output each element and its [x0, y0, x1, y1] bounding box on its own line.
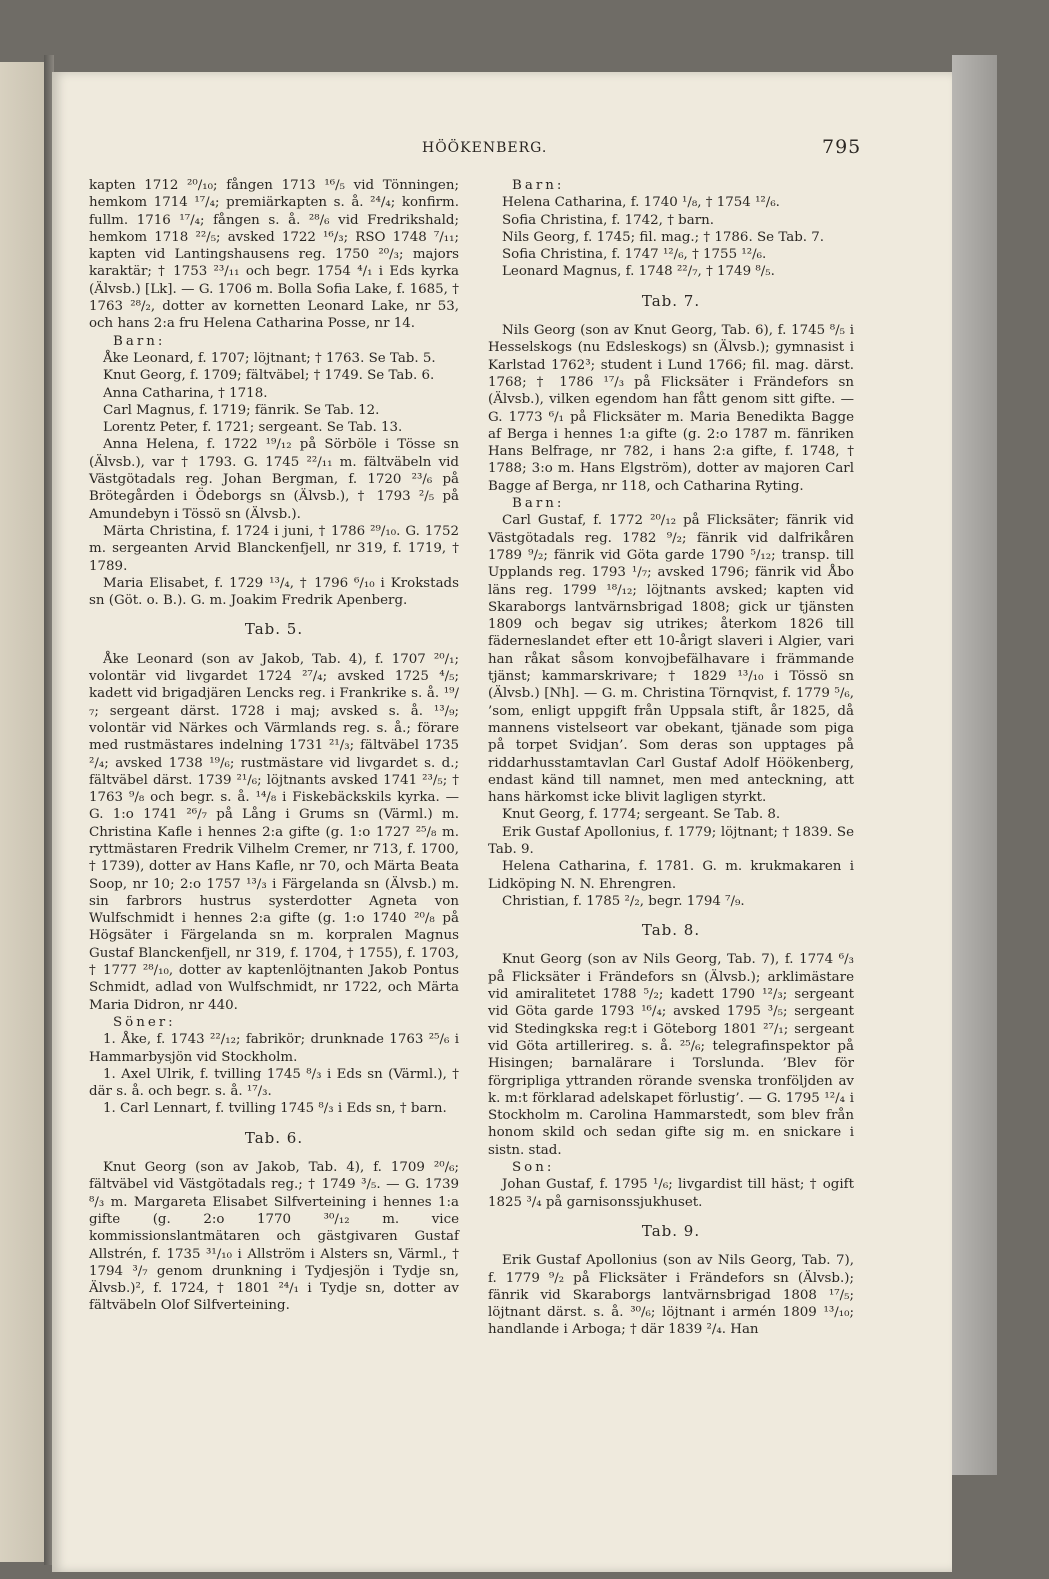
- genealogy-entry: Erik Gustaf Apollonius (son av Nils Georg, Tab. 7), f. 1779 ⁹/₂ på Flicksäter i Frändefors sn (Älvsb.); fänrik vid Skaraborgs lantvärnsbrigad 1808 ¹⁷/₅; löjtnant därst. s. å. ³⁰/₆; löjtnant i armén 1809 ¹³/₁₀; handlande i Arboga; † där 1839 ²/₄. Han: [488, 1253, 854, 1338]
- section-label: Barn:: [512, 496, 565, 512]
- genealogy-entry: Leonard Magnus, f. 1748 ²²/₇, † 1749 ⁸/₅.: [502, 264, 775, 280]
- table-heading: Tab. 5.: [244, 620, 304, 639]
- section-label: Söner:: [113, 1014, 176, 1030]
- genealogy-entry: Anna Helena, f. 1722 ¹⁹/₁₂ på Sörböle i Tösse sn (Älvsb.), var † 1793. G. 1745 ²²/₁₁ m. fältväbeln vid Västgötadals reg. Johan Bergman, f. 1720 ²³/₆ på Brötegården i Ödeborgs sn (Älvsb.), † 1793 ²/₅ på Amundebyn i Tössö sn (Älvsb.).: [89, 437, 459, 522]
- genealogy-entry: 1. Åke, f. 1743 ²²/₁₂; fabrikör; drunknade 1763 ²⁵/₆ i Hammarbysjön vid Stockholm.: [89, 1032, 459, 1065]
- genealogy-entry: Knut Georg (son av Jakob, Tab. 4), f. 1709 ²⁰/₆; fältväbel vid Västgötadals reg.; † 1749 ³/₅. — G. 1739 ⁸/₃ m. Margareta Elisabet Silfverteining i hennes 1:a gifte (g. 2:o 1770 ³⁰/₁₂ m. vice kommissionslantmätaren och gästgivaren Gustaf Allstrén, f. 1735 ³¹/₁₀ i Allström i Alsters sn, Värml., † 1794 ³/₇ genom drunkning i Tydjesjön i Tydje sn, Älvsb.)², f. 1724, † 1801 ²⁴/₁ i Tydje sn, dotter av fältväbeln Olof Silfverteining.: [89, 1160, 459, 1314]
- genealogy-entry: Helena Catharina, f. 1740 ¹/₈, † 1754 ¹²/₆.: [502, 195, 780, 211]
- right-text-column: [488, 177, 854, 1339]
- genealogy-entry: Anna Catharina, † 1718.: [103, 385, 268, 401]
- genealogy-entry: Nils Georg, f. 1745; fil. mag.; † 1786. Se Tab. 7.: [502, 229, 825, 245]
- genealogy-entry: Nils Georg (son av Knut Georg, Tab. 6), f. 1745 ⁸/₅ i Hesselskogs (nu Edsleskogs) sn (Älvsb.); gymnasist i Karlstad 1762³; student i Lund 1766; fil. mag. därst. 1768; † 1786 ¹⁷/₃ på Flicksäter i Frändefors sn (Älvsb.), vilken egendom han fått genom sitt gifte. — G. 1773 ⁶/₁ på Flicksäter m. Maria Benedikta Bagge af Berga i hennes 1:a gifte (g. 2:o 1787 m. fänriken Hans Belfrage, nr 782, i hans 2:a gifte, f. 1748, † 1788; 3:o m. Hans Elgström), dotter av majoren Carl Bagge af Berga, nr 118, och Catharina Ryting.: [488, 323, 854, 494]
- facing-page-edge: [0, 62, 46, 1562]
- running-title: HÖÖKENBERG.: [422, 140, 548, 156]
- genealogy-entry: Åke Leonard (son av Jakob, Tab. 4), f. 1707 ²⁰/₁; volontär vid livgardet 1724 ²⁷/₄; avsked 1725 ⁴/₅; kadett vid brigadjären Lencks reg. i Frankrike s. å. ¹⁹/₇; sergeant därst. 1728 i maj; avsked s. å. ¹³/₉; volontär vid Närkes och Värmlands reg. s. å.; förare med rustmästares indelning 1731 ²¹/₃; fältväbel 1735 ²/₄; avsked 1738 ¹⁹/₆; rustmästare vid livgardet s. d.; fältväbel därst. 1739 ²¹/₆; löjtnants avsked 1741 ²³/₅; † 1763 ⁹/₈ och begr. s. å. ¹⁴/₈ i Fiskebäckskils kyrka. — G. 1:o 1741 ²⁶/₇ på Lång i Grums sn (Värml.) m. Christina Kafle i hennes 2:a gifte (g. 1:o 1727 ²⁵/₈ m. ryttmästaren Fredrik Vilhelm Cremer, nr 713, f. 1700, † 1739), dotter av Hans Kafle, nr 70, och Märta Beata Soop, nr 10; 2:o 1757 ¹³/₃ i Färgelanda sn (Älvsb.) m. sin farbrors hustrus systerdotter Agneta von Wulfschmidt i hennes 2:a gifte (g. 1:o 1740 ²⁰/₈ på Högsäter i Färgelanda sn m. korpralen Magnus Gustaf Blanckenfjell, nr 319, f. 1704, † 1755), f. 1703, † 1777 ²⁸/₁₀, dotter av kaptenlöjtnanten Jakob Pontus Schmidt, adlad von Wulfschmidt, nr 1722, och Märta Maria Didron, nr 440.: [89, 651, 459, 1013]
- genealogy-entry: Knut Georg, f. 1774; sergeant. Se Tab. 8.: [502, 807, 781, 823]
- genealogy-entry: Knut Georg (son av Nils Georg, Tab. 7), f. 1774 ⁶/₃ på Flicksäter i Frändefors sn (Älvsb.); arklimästare vid amiralitetet 1788 ⁵/₂; kadett 1790 ¹²/₃; sergeant vid Göta garde 1793 ¹⁶/₄; avsked 1795 ³/₅; sergeant vid Stedingkska reg:t i Göteborg 1801 ²⁷/₁; sergeant vid Göta artillerireg. s. å. ²⁵/₆; telegrafinspektor på Hisingen; barnalärare i Torslunda. ’Blev för förgripliga yttranden rörande svenska tronföljden av k. m:t förklarad adelskapet förlustig’. — G. 1795 ¹²/₄ i Stockholm m. Carolina Hammarstedt, som blev från honom skild och sedan gifte sig m. en snickare i sistn. stad.: [488, 952, 854, 1158]
- genealogy-entry: Sofia Christina, f. 1742, † barn.: [502, 212, 714, 228]
- section-label: Barn:: [512, 178, 565, 193]
- table-heading: Tab. 7.: [641, 291, 701, 310]
- genealogy-entry: Lorentz Peter, f. 1721; sergeant. Se Tab. 13.: [103, 420, 403, 436]
- genealogy-entry: Erik Gustaf Apollonius, f. 1779; löjtnant; † 1839. Se Tab. 9.: [488, 824, 854, 857]
- table-heading: Tab. 9.: [641, 1221, 701, 1240]
- section-label: Barn:: [113, 333, 166, 349]
- genealogy-entry: Helena Catharina, f. 1781. G. m. krukmakaren i Lidköping N. N. Ehrengren.: [488, 859, 854, 892]
- section-label: Son:: [512, 1160, 555, 1176]
- book-edge: [952, 55, 997, 1475]
- genealogy-entry: 1. Axel Ulrik, f. tvilling 1745 ⁸/₃ i Eds sn (Värml.), † där s. å. och begr. s. å. ¹⁷/₃.: [89, 1066, 459, 1100]
- page-number: 795: [822, 136, 862, 158]
- genealogy-entry: Carl Gustaf, f. 1772 ²⁰/₁₂ på Flicksäter; fänrik vid Västgötadals reg. 1782 ⁹/₂; fänrik vid dalfrikåren 1789 ⁹/₂; fänrik vid Göta garde 1790 ⁵/₁₂; transp. till Upplands reg. 1793 ¹/₇; avsked 1796; fänrik vid Åbo läns reg. 1799 ¹⁸/₁₂; löjtnants avsked; kapten vid Skaraborgs lantvärnsbrigad 1808; gick ur tjänsten 1809 och begav sig utrikes; återkom 1826 till fäderneslandet efter ett 10-årigt slaveri i Algier, vari han råkat såsom konvojbefälhavare i främmande tjänst; kammarskrivare; † 1829 ¹³/₁₀ i Tössö sn (Älvsb.) [Nh]. — G. m. Christina Törnqvist, f. 1779 ⁵/₆, ’som, enligt uppgift från Uppsala stift, år 1825, då mannens vistelseort var obekant, tjänade som piga på torpet Svidjan’. Som deras son upptages på riddarhusstamtavlan Carl Gustaf Adolf Höökenberg, endast känd till namnet, men med anteckning, att hans härkomst icke blivit lagligen styrkt.: [488, 513, 854, 806]
- page-header: [52, 136, 952, 164]
- genealogy-entry: 1. Carl Lennart, f. tvilling 1745 ⁸/₃ i Eds sn, † barn.: [103, 1101, 447, 1117]
- table-heading: Tab. 6.: [244, 1128, 304, 1147]
- book-page: [52, 72, 952, 1572]
- genealogy-entry: Johan Gustaf, f. 1795 ¹/₆; livgardist till häst; † ogift 1825 ³/₄ på garnisonssjukhuset.: [488, 1177, 854, 1210]
- left-text-column: [89, 177, 459, 1315]
- table-heading: Tab. 8.: [641, 921, 701, 940]
- genealogy-entry: Märta Christina, f. 1724 i juni, † 1786 ²⁹/₁₀. G. 1752 m. sergeanten Arvid Blanckenfjell, nr 319, f. 1719, † 1789.: [89, 523, 459, 574]
- genealogy-entry: Maria Elisabet, f. 1729 ¹³/₄, † 1796 ⁶/₁₀ i Krokstads sn (Göt. o. B.). G. m. Joakim Fredrik Apenberg.: [89, 575, 459, 609]
- genealogy-entry: Christian, f. 1785 ²/₂, begr. 1794 ⁷/₉.: [502, 893, 745, 909]
- text-paragraph: kapten 1712 ²⁰/₁₀; fången 1713 ¹⁶/₅ vid Tönningen; hemkom 1714 ¹⁷/₄; premiärkapten s. å. ²⁴/₄; konfirm. fullm. 1716 ¹⁷/₄; fången s. å. ²⁸/₆ vid Fredrikshald; hemkom 1718 ²²/₅; avsked 1722 ¹⁶/₃; RSO 1748 ⁷/₁₁; kapten vid Lantingshausens reg. 1750 ²⁰/₃; majors karaktär; † 1753 ²³/₁₁ och begr. 1754 ⁴/₁ i Eds kyrka (Älvsb.) [Lk]. — G. 1706 m. Bolla Sofia Lake, f. 1685, † 1763 ²⁸/₂, dotter av kornetten Leonard Lake, nr 53, och hans 2:a fru Helena Catharina Posse, nr 14.: [89, 178, 459, 332]
- genealogy-entry: Carl Magnus, f. 1719; fänrik. Se Tab. 12.: [103, 402, 380, 418]
- genealogy-entry: Åke Leonard, f. 1707; löjtnant; † 1763. Se Tab. 5.: [103, 350, 436, 366]
- genealogy-entry: Knut Georg, f. 1709; fältväbel; † 1749. Se Tab. 6.: [103, 368, 435, 384]
- genealogy-entry: Sofia Christina, f. 1747 ¹²/₆, † 1755 ¹²/₆.: [502, 247, 767, 263]
